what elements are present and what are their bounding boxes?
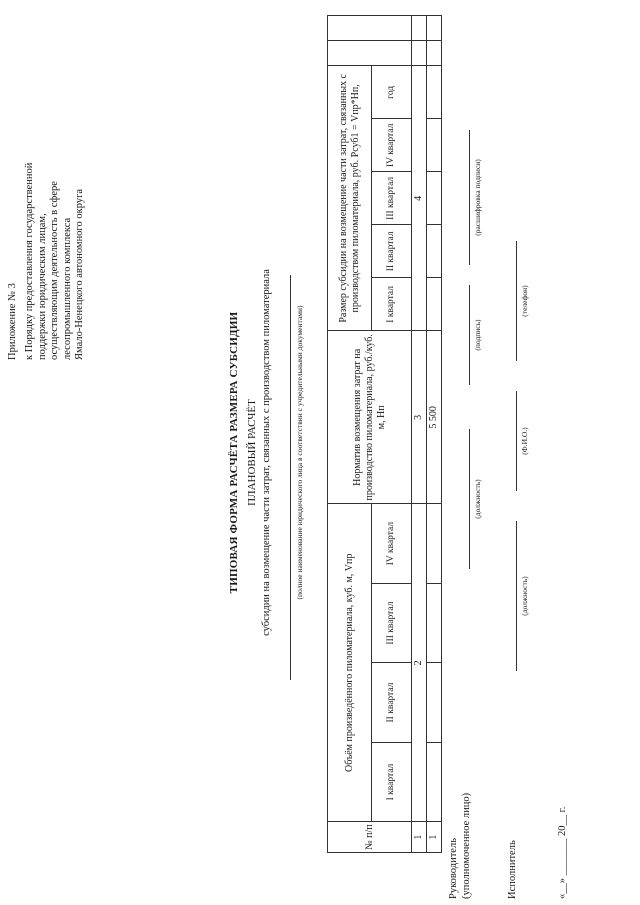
empty-cell xyxy=(412,41,427,66)
basis-line: осуществляющим деятельность в сфере xyxy=(49,181,60,360)
date-line[interactable]: «__» _______ 20__ г. xyxy=(557,806,568,899)
quarter-2: II квартал xyxy=(372,225,412,278)
appendix-basis xyxy=(24,30,87,360)
header-subsidy: Размер субсидии на возмещение части затрат, связанных с производством пиломатериала, руб. Рсуб1 = Vпр*Нп, xyxy=(328,66,372,331)
col-number: 4 xyxy=(412,66,427,331)
volume-q3-cell[interactable] xyxy=(427,583,442,663)
header-volume: Объём произведённого пиломатериала, куб. м, Vпр xyxy=(328,504,372,822)
head-position-caption: (должность) xyxy=(473,479,482,519)
executor-position-line[interactable] xyxy=(516,521,517,671)
quarter-2: II квартал xyxy=(372,663,412,743)
basis-line: к Порядку предоставления государственной xyxy=(24,162,35,360)
empty-cell xyxy=(328,41,412,66)
executor-position-caption: (должность) xyxy=(520,576,529,616)
form-title: ТИПОВАЯ ФОРМА РАСЧЁТА РАЗМЕРА СУБСИДИИ xyxy=(228,311,240,594)
executor-phone-caption: (телефон) xyxy=(520,285,529,317)
basis-line: Ямало-Ненецкого автономного округа xyxy=(74,188,85,360)
subsidy-table xyxy=(327,15,442,853)
header-norm: Норматив возмещения затрат на производство пиломатериала, руб./куб. м, Нп xyxy=(328,331,412,504)
plan-title: ПЛАНОВЫЙ РАСЧЁТ xyxy=(246,399,258,506)
col-number: 2 xyxy=(412,504,427,822)
entity-name-caption: (полное наименование юридического лица в соответствии с учредительными документами) xyxy=(295,305,304,600)
executor-phone-line[interactable] xyxy=(516,241,517,361)
head-label: Руководитель xyxy=(448,838,459,899)
empty-cell xyxy=(427,16,442,41)
head-sub-label: (уполномоченное лицо) xyxy=(461,792,472,899)
empty-cell xyxy=(328,16,412,41)
year-column: год xyxy=(372,66,412,119)
basis-line: лесопромышленного комплекса xyxy=(61,217,73,360)
quarter-4: IV квартал xyxy=(372,119,412,172)
volume-q4-cell[interactable] xyxy=(427,504,442,584)
head-signature-caption: (подпись) xyxy=(473,319,482,351)
row-number: 1 xyxy=(427,822,442,853)
entity-name-line[interactable] xyxy=(290,275,291,680)
subsidy-year-cell[interactable] xyxy=(427,66,442,119)
subsidy-q1-cell[interactable] xyxy=(427,278,442,331)
quarter-3: III квартал xyxy=(372,172,412,225)
head-name-line[interactable] xyxy=(469,130,470,265)
quarter-1: I квартал xyxy=(372,742,412,822)
volume-q1-cell[interactable] xyxy=(427,742,442,822)
basis-line: поддержки юридическим лицам, xyxy=(36,213,48,360)
header-no: № п/п xyxy=(328,822,412,853)
quarter-1: I квартал xyxy=(372,278,412,331)
volume-q2-cell[interactable] xyxy=(427,663,442,743)
norm-value: 5 500 xyxy=(427,331,442,504)
quarter-4: IV квартал xyxy=(372,504,412,584)
head-position-line[interactable] xyxy=(469,429,470,569)
empty-cell xyxy=(412,16,427,41)
executor-name-line[interactable] xyxy=(516,391,517,491)
executor-label: Исполнитель xyxy=(507,840,518,899)
appendix-number: Приложение № 3 xyxy=(7,283,18,360)
form-purpose: субсидии на возмещение части затрат, связанных с производством пиломатериала xyxy=(261,269,272,636)
executor-name-caption: (Ф.И.О.) xyxy=(520,427,529,455)
quarter-3: III квартал xyxy=(372,583,412,663)
head-name-caption: (расшифровка подписи) xyxy=(473,159,482,236)
col-number: 3 xyxy=(412,331,427,504)
subsidy-q4-cell[interactable] xyxy=(427,119,442,172)
head-signature-line[interactable] xyxy=(469,285,470,385)
subsidy-q3-cell[interactable] xyxy=(427,172,442,225)
col-number: 1 xyxy=(412,822,427,853)
empty-cell xyxy=(427,41,442,66)
subsidy-q2-cell[interactable] xyxy=(427,225,442,278)
